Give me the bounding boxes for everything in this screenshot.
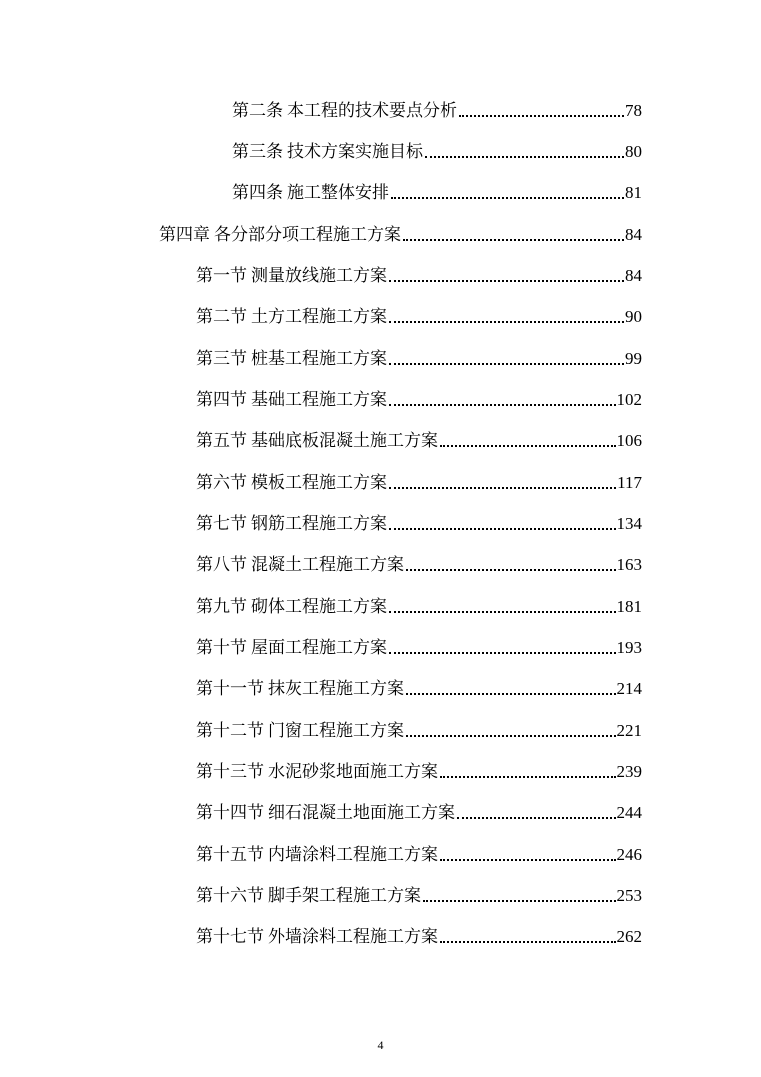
dot-leader: [423, 899, 616, 902]
dot-leader: [457, 816, 616, 819]
toc-entry[interactable]: [196, 546, 642, 576]
dot-leader: [389, 610, 616, 613]
toc-entry-title: 外墙涂料工程施工方案: [268, 927, 438, 947]
toc-entry-page: 214: [616, 679, 642, 698]
toc-entry-label: [196, 844, 438, 866]
toc-entry-label: [159, 224, 401, 246]
toc-entry-title: 脚手架工程施工方案: [268, 886, 421, 906]
toc-entry-title: 模板工程施工方案: [251, 473, 387, 493]
toc-entry-number: 第十节: [196, 638, 247, 658]
dot-leader: [440, 775, 616, 778]
toc-entry[interactable]: [196, 257, 642, 287]
toc-entry[interactable]: [196, 794, 642, 824]
toc-entry-page: 102: [616, 390, 642, 409]
toc-entry-page: 90: [625, 307, 642, 326]
toc-entry-page: 106: [616, 431, 642, 450]
toc-entry-label: [196, 802, 455, 824]
toc-entry-title: 砌体工程施工方案: [251, 597, 387, 617]
toc-entry-title: 抹灰工程施工方案: [268, 679, 404, 699]
toc-entry[interactable]: [196, 340, 642, 370]
dot-leader: [403, 238, 624, 241]
toc-entry[interactable]: [196, 464, 642, 494]
toc-entry[interactable]: [232, 133, 642, 163]
toc-entry-title: 各分部分项工程施工方案: [214, 225, 401, 245]
toc-entry-page: 78: [625, 101, 642, 120]
toc-entry-title: 技术方案实施目标: [287, 142, 423, 162]
toc-entry[interactable]: [196, 877, 642, 907]
toc-entry[interactable]: [196, 298, 642, 328]
dot-leader: [440, 940, 616, 943]
toc-entry-label: [196, 596, 387, 618]
toc-entry-page: 253: [616, 886, 642, 905]
dot-leader: [406, 568, 616, 571]
toc-entry-number: 第二节: [196, 307, 247, 327]
toc-entry-label: [196, 926, 438, 948]
toc-entry-number: 第九节: [196, 597, 247, 617]
toc-entry-label: [196, 678, 404, 700]
toc-entry-number: 第六节: [196, 473, 247, 493]
toc-entry-chapter[interactable]: [159, 216, 642, 246]
toc-entry-label: [196, 554, 404, 576]
dot-leader: [389, 651, 616, 654]
page-number: 4: [377, 1038, 384, 1052]
toc-entry-page: 99: [625, 349, 642, 368]
toc-entry[interactable]: [232, 174, 642, 204]
toc-entry-label: [196, 885, 421, 907]
toc-entry[interactable]: [196, 753, 642, 783]
toc-entry-label: [196, 513, 387, 535]
toc-entry-page: 181: [616, 597, 642, 616]
toc-entry[interactable]: [196, 629, 642, 659]
toc-entry-number: 第四条: [232, 183, 283, 203]
dot-leader: [406, 692, 616, 695]
toc-entry-title: 钢筋工程施工方案: [251, 514, 387, 534]
toc-entry-number: 第五节: [196, 431, 247, 451]
toc-entry-page: 239: [616, 762, 642, 781]
toc-entry-number: 第十二节: [196, 721, 264, 741]
toc-entry[interactable]: [196, 588, 642, 618]
toc-entry-number: 第十六节: [196, 886, 264, 906]
toc-entry[interactable]: [196, 836, 642, 866]
toc-entry-label: [232, 141, 423, 163]
toc-entry-number: 第八节: [196, 555, 247, 575]
toc-entry-title: 屋面工程施工方案: [251, 638, 387, 658]
toc-entry-page: 81: [625, 183, 642, 202]
toc-entry-title: 门窗工程施工方案: [268, 721, 404, 741]
toc-entry[interactable]: [232, 92, 642, 122]
toc-entry-label: [196, 265, 387, 287]
toc-entry-title: 桩基工程施工方案: [251, 349, 387, 369]
dot-leader: [389, 320, 624, 323]
toc-entry-title: 本工程的技术要点分析: [287, 101, 457, 121]
toc-entry-page: 244: [616, 803, 642, 822]
dot-leader: [389, 279, 624, 282]
toc-entry[interactable]: [196, 381, 642, 411]
dot-leader: [389, 486, 616, 489]
toc-entry-label: [196, 472, 387, 494]
toc-entry[interactable]: [196, 712, 642, 742]
toc-entry-page: 163: [616, 555, 642, 574]
dot-leader: [425, 155, 624, 158]
toc-entry-number: 第一节: [196, 266, 247, 286]
toc-entry-number: 第十三节: [196, 762, 264, 782]
toc-entry-page: 84: [625, 266, 642, 285]
dot-leader: [406, 734, 616, 737]
toc-entry-label: [196, 348, 387, 370]
toc-entry-label: [196, 430, 438, 452]
toc-entry-label: [196, 720, 404, 742]
toc-entry-number: 第十四节: [196, 803, 264, 823]
toc-entry-page: 221: [616, 721, 642, 740]
toc-entry-page: 80: [625, 142, 642, 161]
toc-entry[interactable]: [196, 918, 642, 948]
dot-leader: [389, 362, 624, 365]
toc-entry-page: 262: [616, 927, 642, 946]
toc-entry-label: [196, 761, 438, 783]
toc-entry-page: 193: [616, 638, 642, 657]
toc-entry-page: 134: [616, 514, 642, 533]
toc-entry-title: 土方工程施工方案: [251, 307, 387, 327]
toc-entry-number: 第七节: [196, 514, 247, 534]
toc-entry-number: 第四章: [159, 225, 210, 245]
toc-entry[interactable]: [196, 670, 642, 700]
toc-entry-page: 246: [616, 845, 642, 864]
dot-leader: [459, 114, 624, 117]
toc-entry-number: 第十七节: [196, 927, 264, 947]
toc-entry-label: [232, 100, 457, 122]
toc-entry-number: 第四节: [196, 390, 247, 410]
toc-entry-number: 第二条: [232, 101, 283, 121]
dot-leader: [391, 196, 624, 199]
dot-leader: [389, 527, 616, 530]
toc-entry[interactable]: [196, 422, 642, 452]
toc-entry-title: 施工整体安排: [287, 183, 389, 203]
toc-entry-number: 第三节: [196, 349, 247, 369]
toc-entry-title: 测量放线施工方案: [251, 266, 387, 286]
toc-entry-number: 第三条: [232, 142, 283, 162]
toc-entry-title: 基础工程施工方案: [251, 390, 387, 410]
toc-entry-page: 117: [617, 473, 642, 492]
toc-entry-title: 基础底板混凝土施工方案: [251, 431, 438, 451]
toc-entry[interactable]: [196, 505, 642, 535]
dot-leader: [440, 444, 616, 447]
toc-entry-number: 第十五节: [196, 845, 264, 865]
toc-entry-page: 84: [625, 225, 642, 244]
toc-entry-title: 细石混凝土地面施工方案: [268, 803, 455, 823]
toc-entry-label: [196, 306, 387, 328]
toc-entry-label: [232, 182, 389, 204]
toc-entry-label: [196, 389, 387, 411]
toc-entry-title: 水泥砂浆地面施工方案: [268, 762, 438, 782]
toc-entry-title: 混凝土工程施工方案: [251, 555, 404, 575]
dot-leader: [440, 858, 616, 861]
toc-entry-number: 第十一节: [196, 679, 264, 699]
toc-entry-title: 内墙涂料工程施工方案: [268, 845, 438, 865]
dot-leader: [389, 403, 616, 406]
toc-entry-label: [196, 637, 387, 659]
